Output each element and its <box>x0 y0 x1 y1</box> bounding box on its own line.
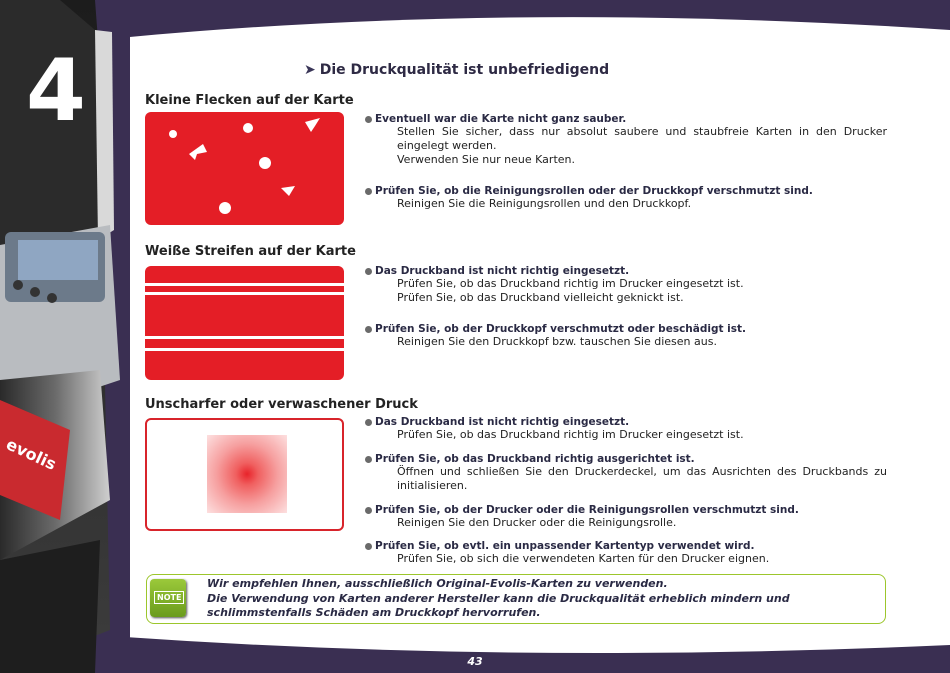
bullet-icon <box>365 188 372 195</box>
brand-logo: evolis <box>3 434 60 474</box>
problem-item <box>365 453 887 493</box>
note-box <box>146 574 886 624</box>
white-stripe <box>145 283 344 286</box>
note-icon <box>150 579 186 617</box>
item-line: Reinigen Sie den Druckkopf bzw. tauschen Sie diesen aus. <box>397 335 717 348</box>
white-stripe <box>145 336 344 339</box>
item-heading: Das Druckband ist nicht richtig eingesetzt. <box>375 265 630 277</box>
bullet-icon <box>365 268 372 275</box>
item-heading: Prüfen Sie, ob evtl. ein unpassender Kartentyp verwendet wird. <box>375 540 755 552</box>
item-heading: Prüfen Sie, ob der Druckkopf verschmutzt oder beschädigt ist. <box>375 323 747 335</box>
spot <box>305 118 320 132</box>
problem-item <box>365 540 887 566</box>
item-line: Reinigen Sie die Reinigungsrollen und den Druckkopf. <box>397 197 692 210</box>
item-heading: Prüfen Sie, ob der Drucker oder die Reinigungsrollen verschmutzt sind. <box>375 504 799 516</box>
item-heading: Prüfen Sie, ob das Druckband richtig ausgerichtet ist. <box>375 453 695 465</box>
page-title-text: Die Druckqualität ist unbefriedigend <box>319 62 610 78</box>
card-illustration-spots <box>145 112 344 225</box>
bullet-icon <box>365 507 372 514</box>
bullet-icon <box>365 116 372 123</box>
white-stripe <box>145 348 344 351</box>
spot <box>281 186 295 196</box>
problem-item <box>365 185 887 211</box>
item-line: Verwenden Sie nur neue Karten. <box>397 153 575 166</box>
chapter-number: 4 <box>26 41 86 141</box>
item-line: Prüfen Sie, ob sich die verwendeten Karten für den Drucker eignen. <box>397 552 770 565</box>
card-illustration-stripes <box>145 266 344 380</box>
note-line: Wir empfehlen Ihnen, ausschließlich Original-Evolis-Karten zu verwenden. <box>207 577 668 590</box>
note-line: Die Verwendung von Karten anderer Hersteller kann die Druckqualität erheblich mindern und schlimmstenfalls Schäden am Druckkopf hervorrufen. <box>207 591 790 619</box>
problem-item <box>365 323 887 349</box>
problem-item <box>365 265 887 305</box>
problem-item <box>365 113 887 167</box>
note-text <box>207 577 879 621</box>
item-line: Prüfen Sie, ob das Druckband vielleicht geknickt ist. <box>397 291 684 304</box>
spot <box>189 144 207 160</box>
note-icon-label: NOTE <box>154 591 184 604</box>
spot <box>169 130 177 138</box>
spot <box>259 157 271 169</box>
problem-item <box>365 416 887 442</box>
section-heading-spots: Kleine Flecken auf der Karte <box>145 93 354 108</box>
item-heading: Eventuell war die Karte nicht ganz sauber. <box>375 113 627 125</box>
section-heading-blurred: Unscharfer oder verwaschener Druck <box>145 397 418 412</box>
item-line: Öffnen und schließen Sie den Druckerdeckel, um das Ausrichten des Druckbands zu initialisieren. <box>397 465 887 492</box>
blurred-print <box>207 435 287 513</box>
page-title <box>304 62 609 78</box>
page-number: 43 <box>467 655 483 668</box>
item-line: Reinigen Sie den Drucker oder die Reinigungsrolle. <box>397 516 677 529</box>
item-heading: Prüfen Sie, ob die Reinigungsrollen oder der Druckkopf verschmutzt sind. <box>375 185 813 197</box>
item-line: Prüfen Sie, ob das Druckband richtig im Drucker eingesetzt ist. <box>397 428 744 441</box>
bullet-icon <box>365 543 372 550</box>
spot <box>219 202 231 214</box>
white-stripe <box>145 292 344 295</box>
card-illustration-blurred <box>145 418 344 531</box>
problem-item <box>365 504 887 530</box>
spot <box>243 123 253 133</box>
item-heading: Das Druckband ist nicht richtig eingesetzt. <box>375 416 630 428</box>
bullet-icon <box>365 456 372 463</box>
item-line: Prüfen Sie, ob das Druckband richtig im Drucker eingesetzt ist. <box>397 277 744 290</box>
bullet-icon <box>365 326 372 333</box>
item-line: Stellen Sie sicher, dass nur absolut saubere und staubfreie Karten in den Drucker eingelegt werden. <box>397 125 887 152</box>
arrow-icon: ➤ <box>304 62 316 78</box>
bullet-icon <box>365 419 372 426</box>
section-heading-stripes: Weiße Streifen auf der Karte <box>145 244 356 259</box>
